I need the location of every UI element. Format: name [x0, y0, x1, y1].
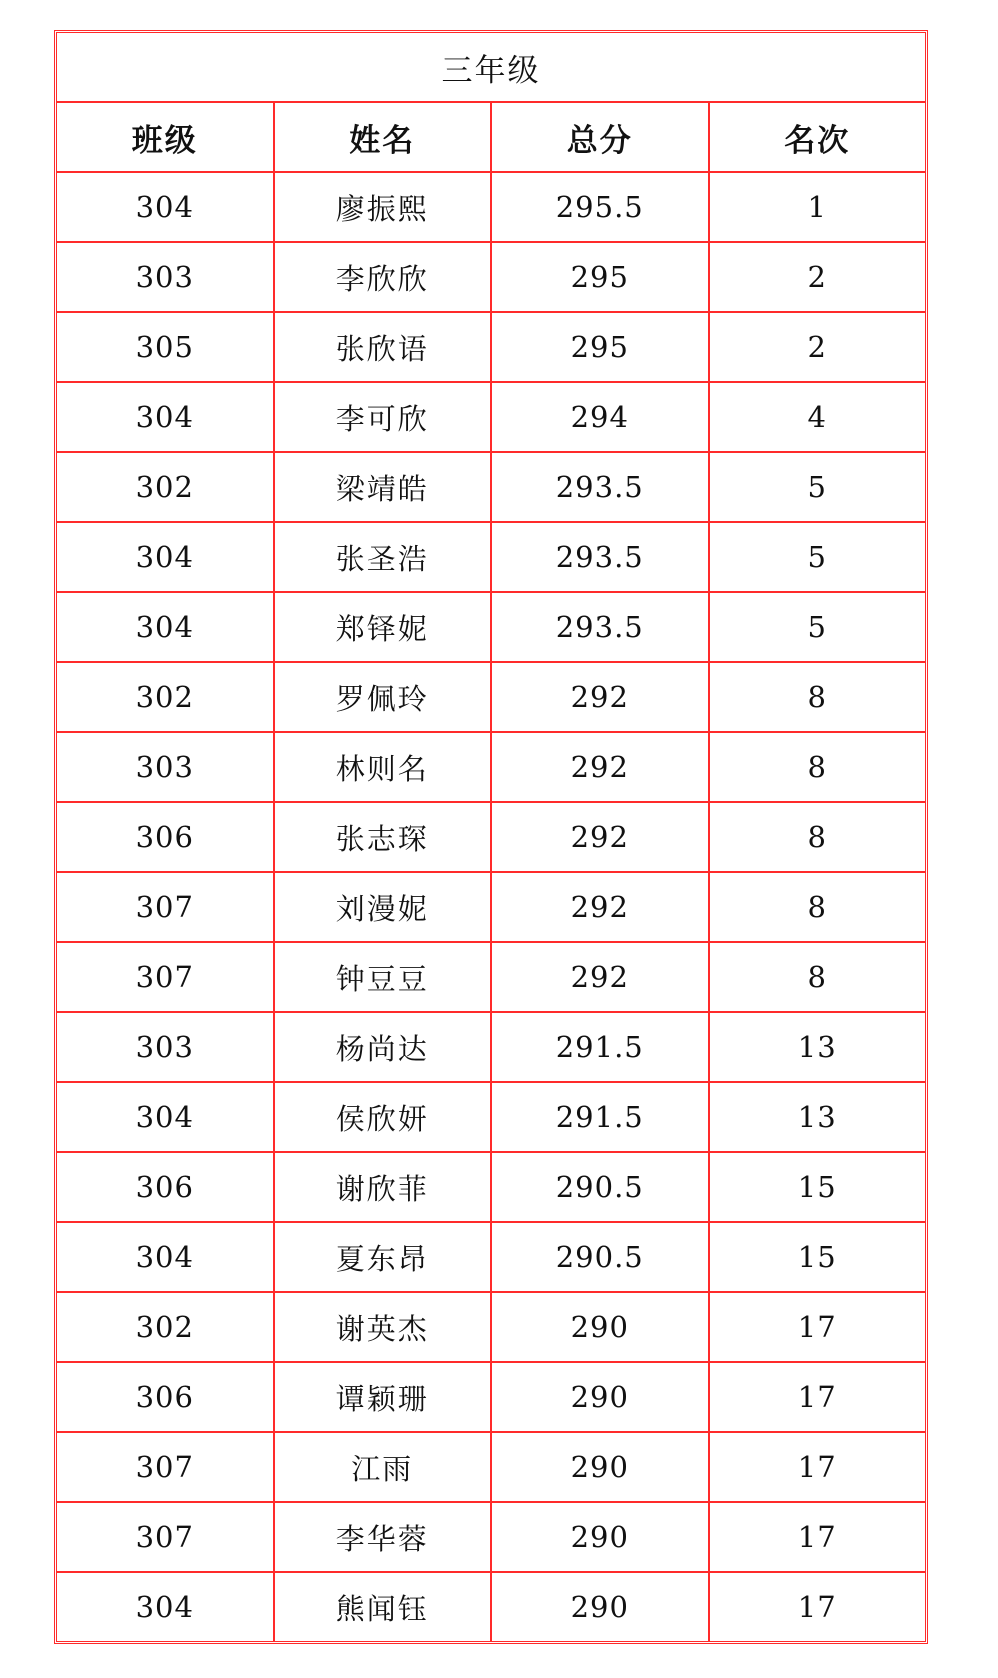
cell-student-name: 谭颖珊 [274, 1362, 492, 1432]
cell-class: 303 [56, 242, 274, 312]
cell-rank: 15 [709, 1222, 927, 1292]
cell-rank: 13 [709, 1012, 927, 1082]
cell-class: 306 [56, 1152, 274, 1222]
table-row [56, 802, 926, 872]
cell-total-score: 291.5 [491, 1082, 709, 1152]
grade-ranking-table [54, 30, 928, 1644]
cell-student-name: 谢英杰 [274, 1292, 492, 1362]
cell-total-score: 292 [491, 732, 709, 802]
table-row [56, 242, 926, 312]
cell-class: 302 [56, 452, 274, 522]
table-row [56, 312, 926, 382]
cell-rank: 1 [709, 172, 927, 242]
cell-student-name: 廖振熙 [274, 172, 492, 242]
cell-class: 304 [56, 592, 274, 662]
cell-total-score: 295 [491, 312, 709, 382]
table-row [56, 1362, 926, 1432]
cell-student-name: 江雨 [274, 1432, 492, 1502]
cell-rank: 2 [709, 312, 927, 382]
cell-class: 304 [56, 1222, 274, 1292]
cell-student-name: 李华蓉 [274, 1502, 492, 1572]
cell-rank: 13 [709, 1082, 927, 1152]
cell-student-name: 熊闻钰 [274, 1572, 492, 1642]
cell-rank: 2 [709, 242, 927, 312]
table-row [56, 1432, 926, 1502]
cell-total-score: 292 [491, 802, 709, 872]
cell-total-score: 290 [491, 1502, 709, 1572]
title-row [56, 32, 926, 102]
header-row [56, 102, 926, 172]
cell-class: 304 [56, 522, 274, 592]
cell-total-score: 290.5 [491, 1152, 709, 1222]
table-row [56, 732, 926, 802]
cell-rank: 5 [709, 452, 927, 522]
cell-student-name: 张志琛 [274, 802, 492, 872]
cell-student-name: 夏东昂 [274, 1222, 492, 1292]
cell-total-score: 290 [491, 1432, 709, 1502]
cell-class: 306 [56, 802, 274, 872]
cell-student-name: 谢欣菲 [274, 1152, 492, 1222]
table-row [56, 872, 926, 942]
cell-student-name: 刘漫妮 [274, 872, 492, 942]
cell-rank: 5 [709, 522, 927, 592]
cell-rank: 15 [709, 1152, 927, 1222]
cell-total-score: 290 [491, 1362, 709, 1432]
table-row [56, 662, 926, 732]
cell-total-score: 293.5 [491, 522, 709, 592]
header-rank: 名次 [709, 102, 927, 172]
cell-student-name: 李欣欣 [274, 242, 492, 312]
cell-student-name: 张欣语 [274, 312, 492, 382]
table-title: 三年级 [56, 32, 926, 102]
table-body [56, 172, 926, 1642]
cell-rank: 17 [709, 1572, 927, 1642]
table-row [56, 592, 926, 662]
cell-class: 307 [56, 1432, 274, 1502]
table-row [56, 1082, 926, 1152]
cell-total-score: 292 [491, 662, 709, 732]
cell-total-score: 290.5 [491, 1222, 709, 1292]
header-total-score: 总分 [491, 102, 709, 172]
cell-class: 302 [56, 1292, 274, 1362]
cell-class: 302 [56, 662, 274, 732]
cell-student-name: 梁靖皓 [274, 452, 492, 522]
cell-total-score: 295 [491, 242, 709, 312]
table-row [56, 172, 926, 242]
cell-class: 303 [56, 1012, 274, 1082]
cell-total-score: 293.5 [491, 452, 709, 522]
cell-rank: 17 [709, 1432, 927, 1502]
table-row [56, 1502, 926, 1572]
cell-student-name: 罗佩玲 [274, 662, 492, 732]
cell-rank: 17 [709, 1502, 927, 1572]
table-row [56, 1222, 926, 1292]
cell-student-name: 侯欣妍 [274, 1082, 492, 1152]
cell-rank: 8 [709, 872, 927, 942]
cell-rank: 8 [709, 942, 927, 1012]
score-sheet [54, 30, 928, 1644]
cell-student-name: 钟豆豆 [274, 942, 492, 1012]
cell-class: 305 [56, 312, 274, 382]
cell-total-score: 290 [491, 1572, 709, 1642]
cell-total-score: 291.5 [491, 1012, 709, 1082]
cell-total-score: 290 [491, 1292, 709, 1362]
cell-rank: 5 [709, 592, 927, 662]
table-row [56, 1292, 926, 1362]
table-row [56, 942, 926, 1012]
cell-student-name: 郑铎妮 [274, 592, 492, 662]
cell-student-name: 林则名 [274, 732, 492, 802]
cell-rank: 8 [709, 732, 927, 802]
cell-total-score: 295.5 [491, 172, 709, 242]
cell-rank: 8 [709, 802, 927, 872]
cell-class: 307 [56, 942, 274, 1012]
cell-class: 306 [56, 1362, 274, 1432]
cell-class: 304 [56, 382, 274, 452]
cell-class: 304 [56, 1082, 274, 1152]
cell-total-score: 292 [491, 942, 709, 1012]
header-name: 姓名 [274, 102, 492, 172]
cell-rank: 17 [709, 1362, 927, 1432]
cell-total-score: 293.5 [491, 592, 709, 662]
table-row [56, 382, 926, 452]
cell-total-score: 294 [491, 382, 709, 452]
header-class: 班级 [56, 102, 274, 172]
table-row [56, 1012, 926, 1082]
cell-total-score: 292 [491, 872, 709, 942]
cell-class: 303 [56, 732, 274, 802]
cell-class: 307 [56, 1502, 274, 1572]
table-row [56, 1152, 926, 1222]
cell-class: 307 [56, 872, 274, 942]
cell-student-name: 杨尚达 [274, 1012, 492, 1082]
cell-class: 304 [56, 172, 274, 242]
cell-student-name: 李可欣 [274, 382, 492, 452]
cell-student-name: 张圣浩 [274, 522, 492, 592]
cell-rank: 4 [709, 382, 927, 452]
table-row [56, 452, 926, 522]
table-row [56, 522, 926, 592]
cell-rank: 8 [709, 662, 927, 732]
cell-class: 304 [56, 1572, 274, 1642]
cell-rank: 17 [709, 1292, 927, 1362]
table-row [56, 1572, 926, 1642]
